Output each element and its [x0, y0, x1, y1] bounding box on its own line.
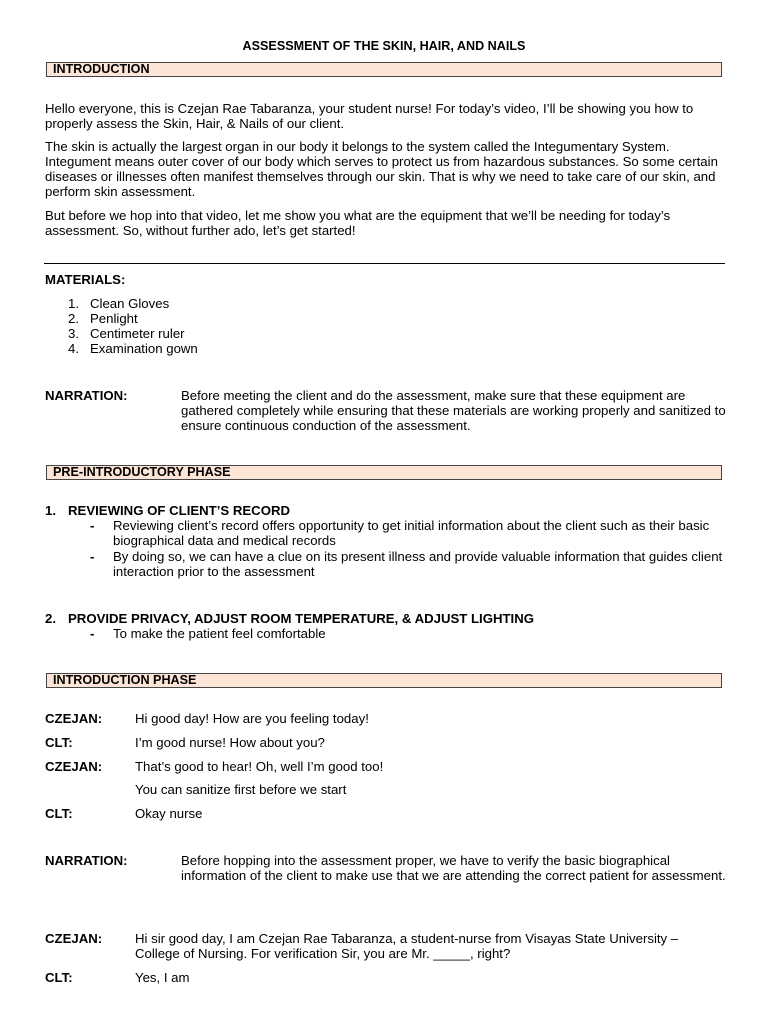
- speaker-label: CLT:: [45, 735, 73, 750]
- dialogue-line: Hi sir good day, I am Czejan Rae Tabaranza, a student-nurse from Visayas State University – College of Nursing. For verification Sir, you are Mr. _____, right?: [135, 931, 679, 961]
- dialogue-line: Yes, I am: [135, 970, 190, 985]
- bullet-text: Reviewing client’s record offers opportunity to get initial information about the client such as their basic biographical data and medical records: [113, 518, 710, 548]
- step-number: 1.: [45, 503, 56, 518]
- document-title: ASSESSMENT OF THE SKIN, HAIR, AND NAILS: [242, 39, 526, 53]
- dialogue-line: Hi good day! How are you feeling today!: [135, 711, 369, 726]
- intro-paragraph-1: Hello everyone, this is Czejan Rae Tabaranza, your student nurse! For today’s video, I’ll be showing you how to properly assess the Skin, Hair, & Nails of our client.: [45, 101, 694, 131]
- materials-number: 1.: [68, 296, 79, 311]
- materials-number: 2.: [68, 311, 79, 326]
- dialogue-line: That’s good to hear! Oh, well I’m good too!: [135, 759, 384, 774]
- narration-text: Before meeting the client and do the assessment, make sure that these equipment are gathered completely while ensuring that these materials are working properly and sanitized to ensure continuous conduction of the assessment.: [181, 388, 726, 433]
- bullet-text: By doing so, we can have a clue on its present illness and provide valuable information that guides client interaction prior to the assessment: [113, 549, 723, 579]
- materials-heading: MATERIALS:: [45, 272, 126, 287]
- dialogue-line: I’m good nurse! How about you?: [135, 735, 325, 750]
- speaker-label: CZEJAN:: [45, 759, 103, 774]
- dialogue-line: You can sanitize first before we start: [135, 782, 347, 797]
- speaker-label: CLT:: [45, 806, 73, 821]
- narration-text: Before hopping into the assessment proper, we have to verify the basic biographical information of the client to make use that we are attending the correct patient for assessment.: [181, 853, 726, 883]
- intro-paragraph-3: But before we hop into that video, let me show you what are the equipment that we’ll be needing for today’s assessment. So, without further ado, let’s get started!: [45, 208, 671, 238]
- speaker-label: CZEJAN:: [45, 931, 103, 946]
- narration-label: NARRATION:: [45, 853, 128, 868]
- bullet-text: To make the patient feel comfortable: [113, 626, 326, 641]
- step-title: PROVIDE PRIVACY, ADJUST ROOM TEMPERATURE, & ADJUST LIGHTING: [68, 611, 534, 626]
- step-number: 2.: [45, 611, 56, 626]
- bullet-dash: -: [90, 518, 95, 533]
- divider: [44, 263, 725, 264]
- intro-paragraph-2: The skin is actually the largest organ in our body it belongs to the system called the Integumentary System. Integument means outer cover of our body which serves to protect us from hazardous substances. So some certain diseases or illnesses often manifest themselves through our skin. That is why we need to take care of our skin, and perform skin assessment.: [45, 139, 718, 199]
- section-header-introduction: INTRODUCTION: [46, 62, 722, 77]
- speaker-label: CZEJAN:: [45, 711, 103, 726]
- section-header-pre-introductory: PRE-INTRODUCTORY PHASE: [46, 465, 722, 480]
- narration-label: NARRATION:: [45, 388, 128, 403]
- materials-item: Examination gown: [90, 341, 198, 356]
- materials-item: Penlight: [90, 311, 138, 326]
- section-header-introduction-phase: INTRODUCTION PHASE: [46, 673, 722, 688]
- bullet-dash: -: [90, 626, 95, 641]
- materials-number: 3.: [68, 326, 79, 341]
- step-title: REVIEWING OF CLIENT’S RECORD: [68, 503, 290, 518]
- dialogue-line: Okay nurse: [135, 806, 203, 821]
- speaker-label: CLT:: [45, 970, 73, 985]
- materials-item: Clean Gloves: [90, 296, 170, 311]
- materials-item: Centimeter ruler: [90, 326, 185, 341]
- materials-number: 4.: [68, 341, 79, 356]
- bullet-dash: -: [90, 549, 95, 564]
